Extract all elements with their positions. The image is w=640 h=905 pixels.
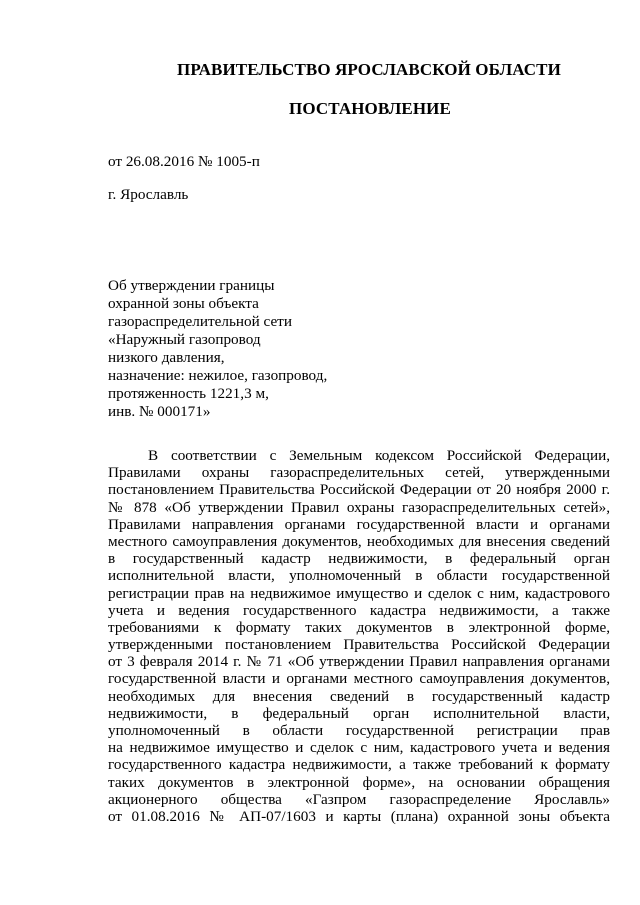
body-line: Правилами охраны газораспределительных сетей, утвержденными: [108, 464, 610, 482]
body-line: постановлением Правительства Российской Федерации от 20 ноября 2000 г.: [108, 481, 610, 499]
document-body: [108, 447, 610, 825]
body-line: государственного кадастра недвижимости, а также требований к формату: [108, 756, 610, 774]
document-subject: [108, 277, 327, 421]
subject-line: инв. № 000171»: [108, 403, 211, 420]
body-line: от 3 февраля 2014 г. № 71 «Об утверждении Правил направления органами: [108, 653, 610, 671]
body-line: уполномоченный в области государственной регистрации прав: [108, 722, 610, 739]
body-line: необходимых для внесения сведений в государственный кадастр: [108, 687, 610, 705]
date-number: от 26.08.2016 № 1005-п: [108, 153, 260, 171]
body-line: недвижимости, в федеральный орган исполнительной власти,: [108, 704, 610, 722]
body-line: в государственный кадастр недвижимости, в федеральный орган: [108, 550, 610, 568]
body-line: утвержденными постановлением Правительства Российской Федерации: [108, 636, 610, 654]
body-line: требованиями к формату таких документов в электронной форме,: [108, 618, 610, 636]
subject-line: протяженность 1221,3 м,: [108, 385, 269, 402]
subject-line: охранной зоны объекта: [108, 295, 259, 312]
body-line: таких документов в электронной форме», на основании обращения: [108, 773, 610, 791]
city: г. Ярославль: [108, 186, 189, 204]
document-meta: [108, 138, 260, 220]
body-line: № 878 «Об утверждении Правил охраны газораспределительных сетей»,: [108, 498, 610, 516]
body-line: государственной власти и органами местного самоуправления документов,: [108, 670, 610, 688]
body-line: акционерного общества «Газпром газораспределение Ярославль»: [108, 790, 610, 808]
subject-line: Об утверждении границы: [108, 277, 275, 294]
document-type-title: ПОСТАНОВЛЕНИЕ: [289, 99, 451, 118]
body-line: местного самоуправления документов, необходимых для внесения сведений: [108, 532, 610, 550]
government-title: ПРАВИТЕЛЬСТВО ЯРОСЛАВСКОЙ ОБЛАСТИ: [177, 60, 561, 79]
subject-line: назначение: нежилое, газопровод,: [108, 367, 328, 384]
body-line: от 01.08.2016 № АП-07/1603 и карты (плана) охранной зоны объекта: [108, 807, 610, 825]
body-line: учета и ведения государственного кадастра недвижимости, а также: [108, 601, 610, 619]
body-line: В соответствии с Земельным кодексом Российской Федерации,: [148, 447, 610, 464]
subject-line: газораспределительной сети: [108, 313, 292, 330]
subject-line: «Наружный газопровод: [108, 331, 261, 348]
subject-line: низкого давления,: [108, 349, 225, 366]
body-line: Правилами направления органами государственной власти и органами: [108, 515, 610, 533]
body-line: регистрации прав на недвижимое имущество и сделок с ним, кадастрового: [108, 584, 610, 602]
body-line: на недвижимое имущество и сделок с ним, кадастрового учета и ведения: [108, 739, 610, 757]
body-line: исполнительной власти, уполномоченный в области государственной: [108, 567, 610, 585]
